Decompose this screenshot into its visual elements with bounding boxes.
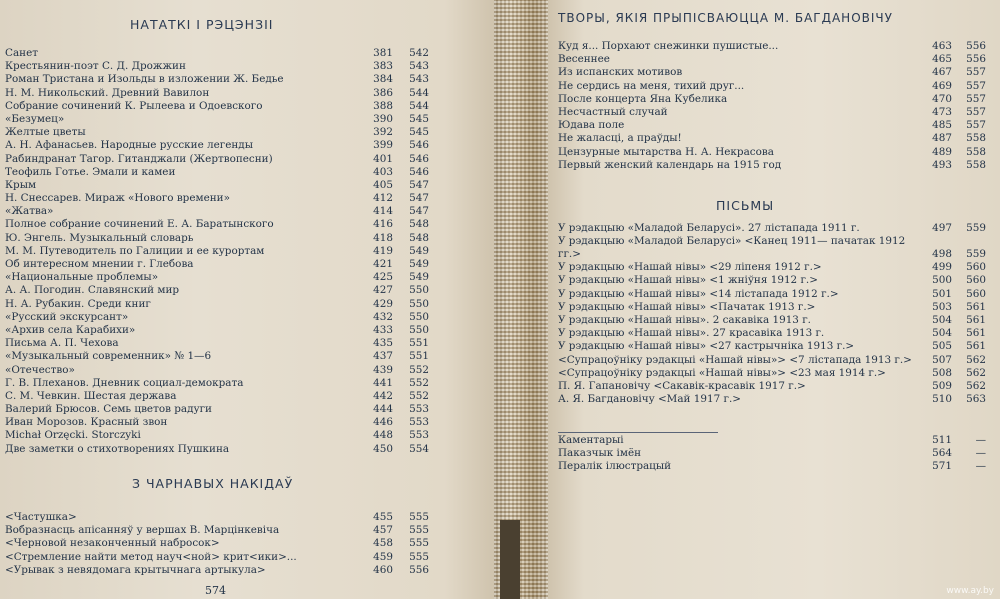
toc-entry-comment-page: 545: [409, 126, 429, 139]
toc-entry-title: Полное собрание сочинений Е. А. Баратынского: [5, 218, 274, 231]
toc-entry-title: Иван Морозов. Красный звон: [5, 416, 168, 429]
toc-entry-title: Юдава поле: [558, 119, 625, 132]
toc-entry: [5, 60, 445, 73]
toc-entry-page: 503: [932, 300, 952, 313]
toc-entry: [558, 301, 994, 314]
toc-entry-title: Michał Orzęcki. Storczyki: [5, 429, 141, 442]
toc-entry-title: «Архив села Карабихи»: [5, 323, 136, 336]
toc-entry-comment-page: 553: [409, 429, 429, 442]
toc-entry-page: 421: [373, 258, 393, 270]
section-title-attributed-works: ТВОРЫ, ЯКІЯ ПРЫПІСВАЮЦЦА М. БАГДАНОВІЧУ: [558, 11, 893, 25]
toc-entry: [558, 460, 994, 473]
toc-entry-page: 499: [932, 261, 952, 274]
toc-entry-comment-page: 547: [409, 205, 429, 218]
toc-entry-page: 405: [373, 178, 393, 191]
toc-entry-comment-page: 549: [409, 271, 429, 284]
toc-entry-title: <Супрацоўніку рэдакцыі «Нашай нівы»> <23 мая 1914 г.>: [558, 366, 886, 379]
toc-entry: [5, 126, 445, 139]
toc-entry-comment-page: 548: [409, 231, 429, 244]
toc-entry-comment-page: 551: [409, 350, 429, 363]
toc-entry-comment-page: 555: [409, 511, 429, 523]
toc-entry-page: 448: [373, 429, 393, 442]
page-number: 574: [205, 584, 226, 597]
toc-entry-comment-page: 546: [409, 165, 429, 178]
toc-entry-comment-page: 544: [409, 86, 429, 99]
toc-entry-page: 457: [373, 524, 393, 537]
toc-entry: [558, 314, 994, 327]
toc-entry-comment-page: 553: [409, 416, 429, 429]
toc-entry-comment-page: 562: [966, 353, 986, 366]
toc-entry-comment-page: 553: [409, 403, 429, 416]
toc-entry: [558, 93, 994, 106]
toc-entry-page: 508: [932, 366, 952, 379]
toc-entry-title: Куд я... Порхают снежинки пушистые...: [558, 40, 779, 52]
toc-entry: [5, 153, 445, 166]
toc-entry-page: 463: [932, 40, 952, 52]
toc-entry-comment-page: 542: [409, 47, 429, 59]
toc-entry-comment-page: 548: [409, 218, 429, 231]
toc-entry-comment-page: 550: [409, 310, 429, 323]
toc-entry-comment-page: 552: [409, 376, 429, 389]
toc-entry-title: У рэдакцыю «Нашай нівы» <29 ліпеня 1912 г.>: [558, 261, 822, 274]
toc-entry: [5, 537, 445, 550]
toc-entry-title: <Урывак з невядомага крытычнага артыкула>: [5, 563, 266, 576]
toc-entry-page: 403: [373, 165, 393, 178]
toc-entry-comment-page: 554: [409, 442, 429, 455]
spine-shadow: [500, 520, 520, 599]
toc-entry: [558, 119, 994, 132]
toc-entry: [5, 100, 445, 113]
toc-entry: [5, 311, 445, 324]
toc-entry-comment-page: —: [975, 434, 986, 446]
toc-entry-title: <Черновой незаконченный набросок>: [5, 537, 220, 550]
toc-entry-title: «Музыкальный современник» № 1—6: [5, 350, 212, 363]
toc-entry-title: Две заметки о стихотворениях Пушкина: [5, 442, 230, 455]
toc-entry-page: 505: [932, 340, 952, 353]
toc-entry-comment-page: 545: [409, 112, 429, 125]
section-title-notes-reviews: НАТАТКІ І РЭЦЭНЗІІ: [130, 17, 274, 32]
toc-entry-page: 485: [932, 119, 952, 132]
toc-entry-comment-page: 557: [966, 92, 986, 105]
toc-entry-page: 487: [932, 132, 952, 145]
toc-entry-comment-page: 559: [966, 222, 986, 234]
toc-entry-page: 427: [373, 284, 393, 297]
toc-entry-title: У рэдакцыю «Нашай нівы» <27 кастрычніка 1913 г.>: [558, 340, 855, 353]
toc-entry-comment-page: 561: [966, 340, 986, 353]
toc-entry-comment-page: 546: [409, 152, 429, 165]
toc-entry-comment-page: —: [975, 447, 986, 460]
toc-entry-title: У рэдакцыю «Нашай нівы» <1 жніўня 1912 г.>: [558, 274, 818, 287]
toc-entry-title: «Русский экскурсант»: [5, 310, 129, 323]
toc-entry-page: 432: [373, 310, 393, 323]
toc-entry: [558, 274, 994, 287]
toc-entry-page: 459: [373, 550, 393, 563]
toc-entry-page: 493: [932, 158, 952, 171]
toc-entry: [5, 218, 445, 231]
toc-entry: [5, 205, 445, 218]
toc-entry-title: Об интересном мнении г. Глебова: [5, 258, 194, 270]
toc-entry-title: Не жаласці, а праўды!: [558, 132, 682, 145]
toc-entry-comment-page: 555: [409, 537, 429, 550]
toc-entry-page: 500: [932, 274, 952, 287]
toc-entry: [5, 284, 445, 297]
toc-entry-page: 392: [373, 126, 393, 139]
toc-entry-comment-page: 552: [409, 363, 429, 376]
toc-entry-comment-page: 557: [966, 66, 986, 79]
toc-entry-page: 441: [373, 376, 393, 389]
toc-entry: [5, 390, 445, 403]
toc-entry: [5, 564, 445, 577]
toc-entry-page: 450: [373, 442, 393, 455]
toc-entry: [558, 235, 994, 261]
toc-entry-page: 571: [932, 460, 952, 473]
toc-entry: [5, 403, 445, 416]
toc-entry-title: После концерта Яна Кубелика: [558, 92, 728, 105]
toc-entry-title: Крестьянин-поэт С. Д. Дрожжин: [5, 60, 186, 73]
toc-entry: [5, 416, 445, 429]
toc-entry-title: Н. Снессарев. Мираж «Нового времени»: [5, 192, 230, 205]
toc-entry-title: У рэдакцыю «Нашай нівы». 2 сакавіка 1913 г.: [558, 313, 811, 326]
toc-entry: [558, 159, 994, 172]
toc-entry: [5, 337, 445, 350]
toc-entry-page: 473: [932, 105, 952, 118]
toc-entry-comment-page: 551: [409, 337, 429, 350]
section-divider: [558, 432, 718, 433]
toc-entry-title: У рэдакцыю «Нашай нівы» <14 лістапада 1912 г.>: [558, 287, 839, 300]
toc-entry-page: 419: [373, 244, 393, 257]
toc-entry-page: 401: [373, 152, 393, 165]
toc-entry-page: 470: [932, 92, 952, 105]
toc-entry: [5, 166, 445, 179]
toc-entry-title: У рэдакцыю «Нашай нівы». 27 красавіка 1913 г.: [558, 327, 825, 340]
toc-entry-comment-page: 543: [409, 73, 429, 86]
toc-entry-title: У рэдакцыю «Маладой Беларусі». 27 лістапада 1911 г.: [558, 222, 860, 234]
toc-entry-page: 504: [932, 327, 952, 340]
toc-entry-title: Каментарыі: [558, 434, 624, 446]
toc-entry: [5, 443, 445, 456]
toc-entry-title: Собрание сочинений К. Рылеева и Одоевского: [5, 99, 263, 112]
toc-entry-title: Пералік ілюстрацый: [558, 460, 672, 473]
toc-entry-page: 399: [373, 139, 393, 152]
toc-entry-page: 510: [932, 393, 952, 406]
toc-entry-comment-page: 549: [409, 244, 429, 257]
toc-entry-page: 388: [373, 99, 393, 112]
toc-entry-page: 458: [373, 537, 393, 550]
toc-entry: [558, 40, 994, 53]
toc-entry-comment-page: 550: [409, 284, 429, 297]
toc-entry: [5, 47, 445, 60]
toc-entry: [5, 271, 445, 284]
toc-entry-comment-page: 556: [966, 40, 986, 52]
watermark: www.ay.by: [946, 586, 994, 596]
toc-entry-comment-page: 558: [966, 158, 986, 171]
toc-entry-page: 390: [373, 112, 393, 125]
toc-entry-page: 435: [373, 337, 393, 350]
toc-entry: [558, 222, 994, 235]
toc-entry-page: 444: [373, 403, 393, 416]
toc-entry-page: 511: [932, 434, 952, 446]
toc-entry-title: <Стремление найти метод науч<ной> крит<ики>...: [5, 550, 297, 563]
toc-entry: [5, 245, 445, 258]
toc-entry-comment-page: —: [975, 460, 986, 473]
toc-entry-title: Паказчык імён: [558, 447, 642, 460]
toc-entry-title: «Национальные проблемы»: [5, 271, 159, 284]
toc-entry-title: М. М. Путеводитель по Галиции и ее курортам: [5, 244, 265, 257]
toc-entry: [5, 524, 445, 537]
right-page: [548, 0, 1000, 599]
toc-entry-page: 433: [373, 323, 393, 336]
left-page: [0, 0, 494, 599]
toc-entry-comment-page: 557: [966, 105, 986, 118]
toc-entry-title: Весеннее: [558, 53, 610, 66]
toc-entry-comment-page: 550: [409, 323, 429, 336]
toc-entry: [558, 132, 994, 145]
toc-entry-comment-page: 556: [409, 563, 429, 576]
toc-entry-title: Не сердись на меня, тихий друг...: [558, 79, 745, 92]
toc-entry-title: П. Я. Гапановічу <Сакавік-красавік 1917 г.>: [558, 379, 806, 392]
toc-entry-comment-page: 560: [966, 261, 986, 274]
toc-entry-title: «Безумец»: [5, 112, 65, 125]
toc-entry-title: Роман Тристана и Изольды в изложении Ж. Бедье: [5, 73, 284, 86]
section-title-letters: ПІСЬМЫ: [716, 198, 775, 213]
toc-entry-page: 416: [373, 218, 393, 231]
toc-entry-comment-page: 561: [966, 313, 986, 326]
toc-entry-page: 504: [932, 313, 952, 326]
toc-entry-title: «Жатва»: [5, 205, 54, 218]
toc-entry-page: 383: [373, 60, 393, 73]
toc-entry-comment-page: 552: [409, 389, 429, 402]
toc-entry-title: Вобразнасць апісанняў у вершах В. Марцінкевіча: [5, 524, 280, 537]
toc-entry: [5, 324, 445, 337]
section-title-drafts: З ЧАРНАВЫХ НАКІДАЎ: [132, 476, 294, 491]
toc-entry-page: 414: [373, 205, 393, 218]
toc-entry-comment-page: 563: [966, 393, 986, 406]
toc-entry-title: Ю. Энгель. Музыкальный словарь: [5, 231, 194, 244]
appendix-list: [558, 434, 994, 474]
toc-entry-comment-page: 560: [966, 287, 986, 300]
toc-entry: [558, 106, 994, 119]
toc-entry-comment-page: 555: [409, 550, 429, 563]
toc-entry-page: 501: [932, 287, 952, 300]
book-spine: [494, 0, 548, 599]
toc-entry-title: Цензурные мытарства Н. А. Некрасова: [558, 145, 774, 158]
toc-entry-page: 437: [373, 350, 393, 363]
toc-entry-page: 467: [932, 66, 952, 79]
toc-entry-comment-page: 546: [409, 139, 429, 152]
toc-entry-page: 439: [373, 363, 393, 376]
toc-entry: [5, 73, 445, 86]
toc-entry: [558, 380, 994, 393]
toc-entry-page: 425: [373, 271, 393, 284]
toc-entry-title: Желтые цветы: [5, 126, 86, 139]
toc-entry: [5, 551, 445, 564]
toc-entry-title: Крым: [5, 178, 37, 191]
toc-entry-page: 507: [932, 353, 952, 366]
toc-entry-comment-page: 555: [409, 524, 429, 537]
toc-entry: [558, 434, 994, 447]
toc-entry: [558, 261, 994, 274]
toc-entry-page: 460: [373, 563, 393, 576]
toc-entry-title: <Частушка>: [5, 511, 77, 523]
toc-entry-title: Письма А. П. Чехова: [5, 337, 119, 350]
toc-entry-comment-page: 550: [409, 297, 429, 310]
toc-entry-comment-page: 544: [409, 99, 429, 112]
toc-entry: [5, 258, 445, 271]
attributed-works-list: [558, 40, 994, 172]
toc-entry-comment-page: 557: [966, 79, 986, 92]
toc-entry: [558, 447, 994, 460]
toc-entry: [558, 53, 994, 66]
toc-entry: [5, 511, 445, 524]
toc-entry-title: Санет: [5, 47, 38, 59]
toc-entry: [5, 179, 445, 192]
toc-entry-comment-page: 561: [966, 327, 986, 340]
toc-entry: [558, 288, 994, 301]
toc-entry-comment-page: 558: [966, 132, 986, 145]
toc-entry-comment-page: 561: [966, 300, 986, 313]
toc-entry: [5, 232, 445, 245]
toc-entry-comment-page: 543: [409, 60, 429, 73]
toc-entry-page: 564: [932, 447, 952, 460]
toc-entry-comment-page: 562: [966, 379, 986, 392]
toc-entry-page: 489: [932, 145, 952, 158]
toc-entry: [5, 350, 445, 363]
toc-entry-title: С. М. Чевкин. Шестая держава: [5, 389, 177, 402]
toc-entry-page: 497: [932, 222, 952, 234]
toc-entry-comment-page: 559: [966, 247, 986, 260]
toc-entry-page: 446: [373, 416, 393, 429]
toc-entry-page: 381: [373, 47, 393, 59]
toc-entry-title: А. Н. Афанасьев. Народные русские легенды: [5, 139, 253, 152]
drafts-list: [5, 511, 445, 577]
toc-entry: [558, 327, 994, 340]
toc-entry-page: 442: [373, 389, 393, 402]
toc-entry-page: 429: [373, 297, 393, 310]
toc-entry-title: Первый женский календарь на 1915 год: [558, 158, 782, 171]
toc-entry-page: 418: [373, 231, 393, 244]
toc-entry-title: Несчастный случай: [558, 105, 668, 118]
toc-entry-page: 384: [373, 73, 393, 86]
toc-entry-title: <Супрацоўніку рэдакцыі «Нашай нівы»> <7 лістапада 1913 г.>: [558, 353, 912, 366]
toc-entry-title: Рабиндранат Тагор. Гитанджали (Жертвопесни): [5, 152, 273, 165]
toc-entry: [5, 364, 445, 377]
toc-entry-page: 455: [373, 511, 393, 523]
toc-entry: [5, 113, 445, 126]
toc-entry-page: 469: [932, 79, 952, 92]
toc-entry-page: 509: [932, 379, 952, 392]
toc-entry-comment-page: 562: [966, 366, 986, 379]
letters-list: [558, 222, 994, 406]
toc-entry-title: Теофиль Готье. Эмали и камеи: [5, 165, 176, 178]
toc-entry-comment-page: 547: [409, 178, 429, 191]
toc-entry-title: Н. М. Никольский. Древний Вавилон: [5, 86, 210, 99]
toc-entry-title: А. А. Погодин. Славянский мир: [5, 284, 180, 297]
toc-entry: [558, 80, 994, 93]
toc-entry: [558, 354, 994, 367]
toc-entry-page: 498: [932, 247, 952, 260]
toc-entry-title: А. Я. Багдановічу <Май 1917 г.>: [558, 393, 741, 406]
toc-entry: [5, 429, 445, 442]
toc-entry-comment-page: 558: [966, 145, 986, 158]
toc-entry-title: Валерий Брюсов. Семь цветов радуги: [5, 403, 212, 416]
toc-entry: [558, 340, 994, 353]
toc-entry: [558, 146, 994, 159]
toc-entry: [558, 393, 994, 406]
toc-entry-page: 386: [373, 86, 393, 99]
toc-entry-title: У рэдакцыю «Нашай нівы» <Пачатак 1913 г.>: [558, 300, 816, 313]
toc-entry-comment-page: 557: [966, 119, 986, 132]
toc-entry-page: 412: [373, 192, 393, 205]
toc-entry-title: «Отечество»: [5, 363, 75, 376]
toc-entry-page: 465: [932, 53, 952, 66]
notes-reviews-list: [5, 47, 445, 456]
toc-entry: [558, 66, 994, 79]
toc-entry: [5, 139, 445, 152]
toc-entry-comment-page: 556: [966, 53, 986, 66]
toc-entry: [5, 87, 445, 100]
toc-entry-title: Н. А. Рубакин. Среди книг: [5, 297, 151, 310]
toc-entry-title: Из испанских мотивов: [558, 66, 683, 79]
toc-entry: [5, 377, 445, 390]
toc-entry-comment-page: 547: [409, 192, 429, 205]
toc-entry: [5, 192, 445, 205]
toc-entry-comment-page: 560: [966, 274, 986, 287]
toc-entry-title: У рэдакцыю «Маладой Беларусі» <Канец 1911— пачатак 1912 гг.>: [558, 235, 906, 260]
toc-entry: [558, 367, 994, 380]
toc-entry: [5, 298, 445, 311]
toc-entry-comment-page: 549: [409, 258, 429, 270]
toc-entry-title: Г. В. Плеханов. Дневник социал-демократа: [5, 376, 244, 389]
